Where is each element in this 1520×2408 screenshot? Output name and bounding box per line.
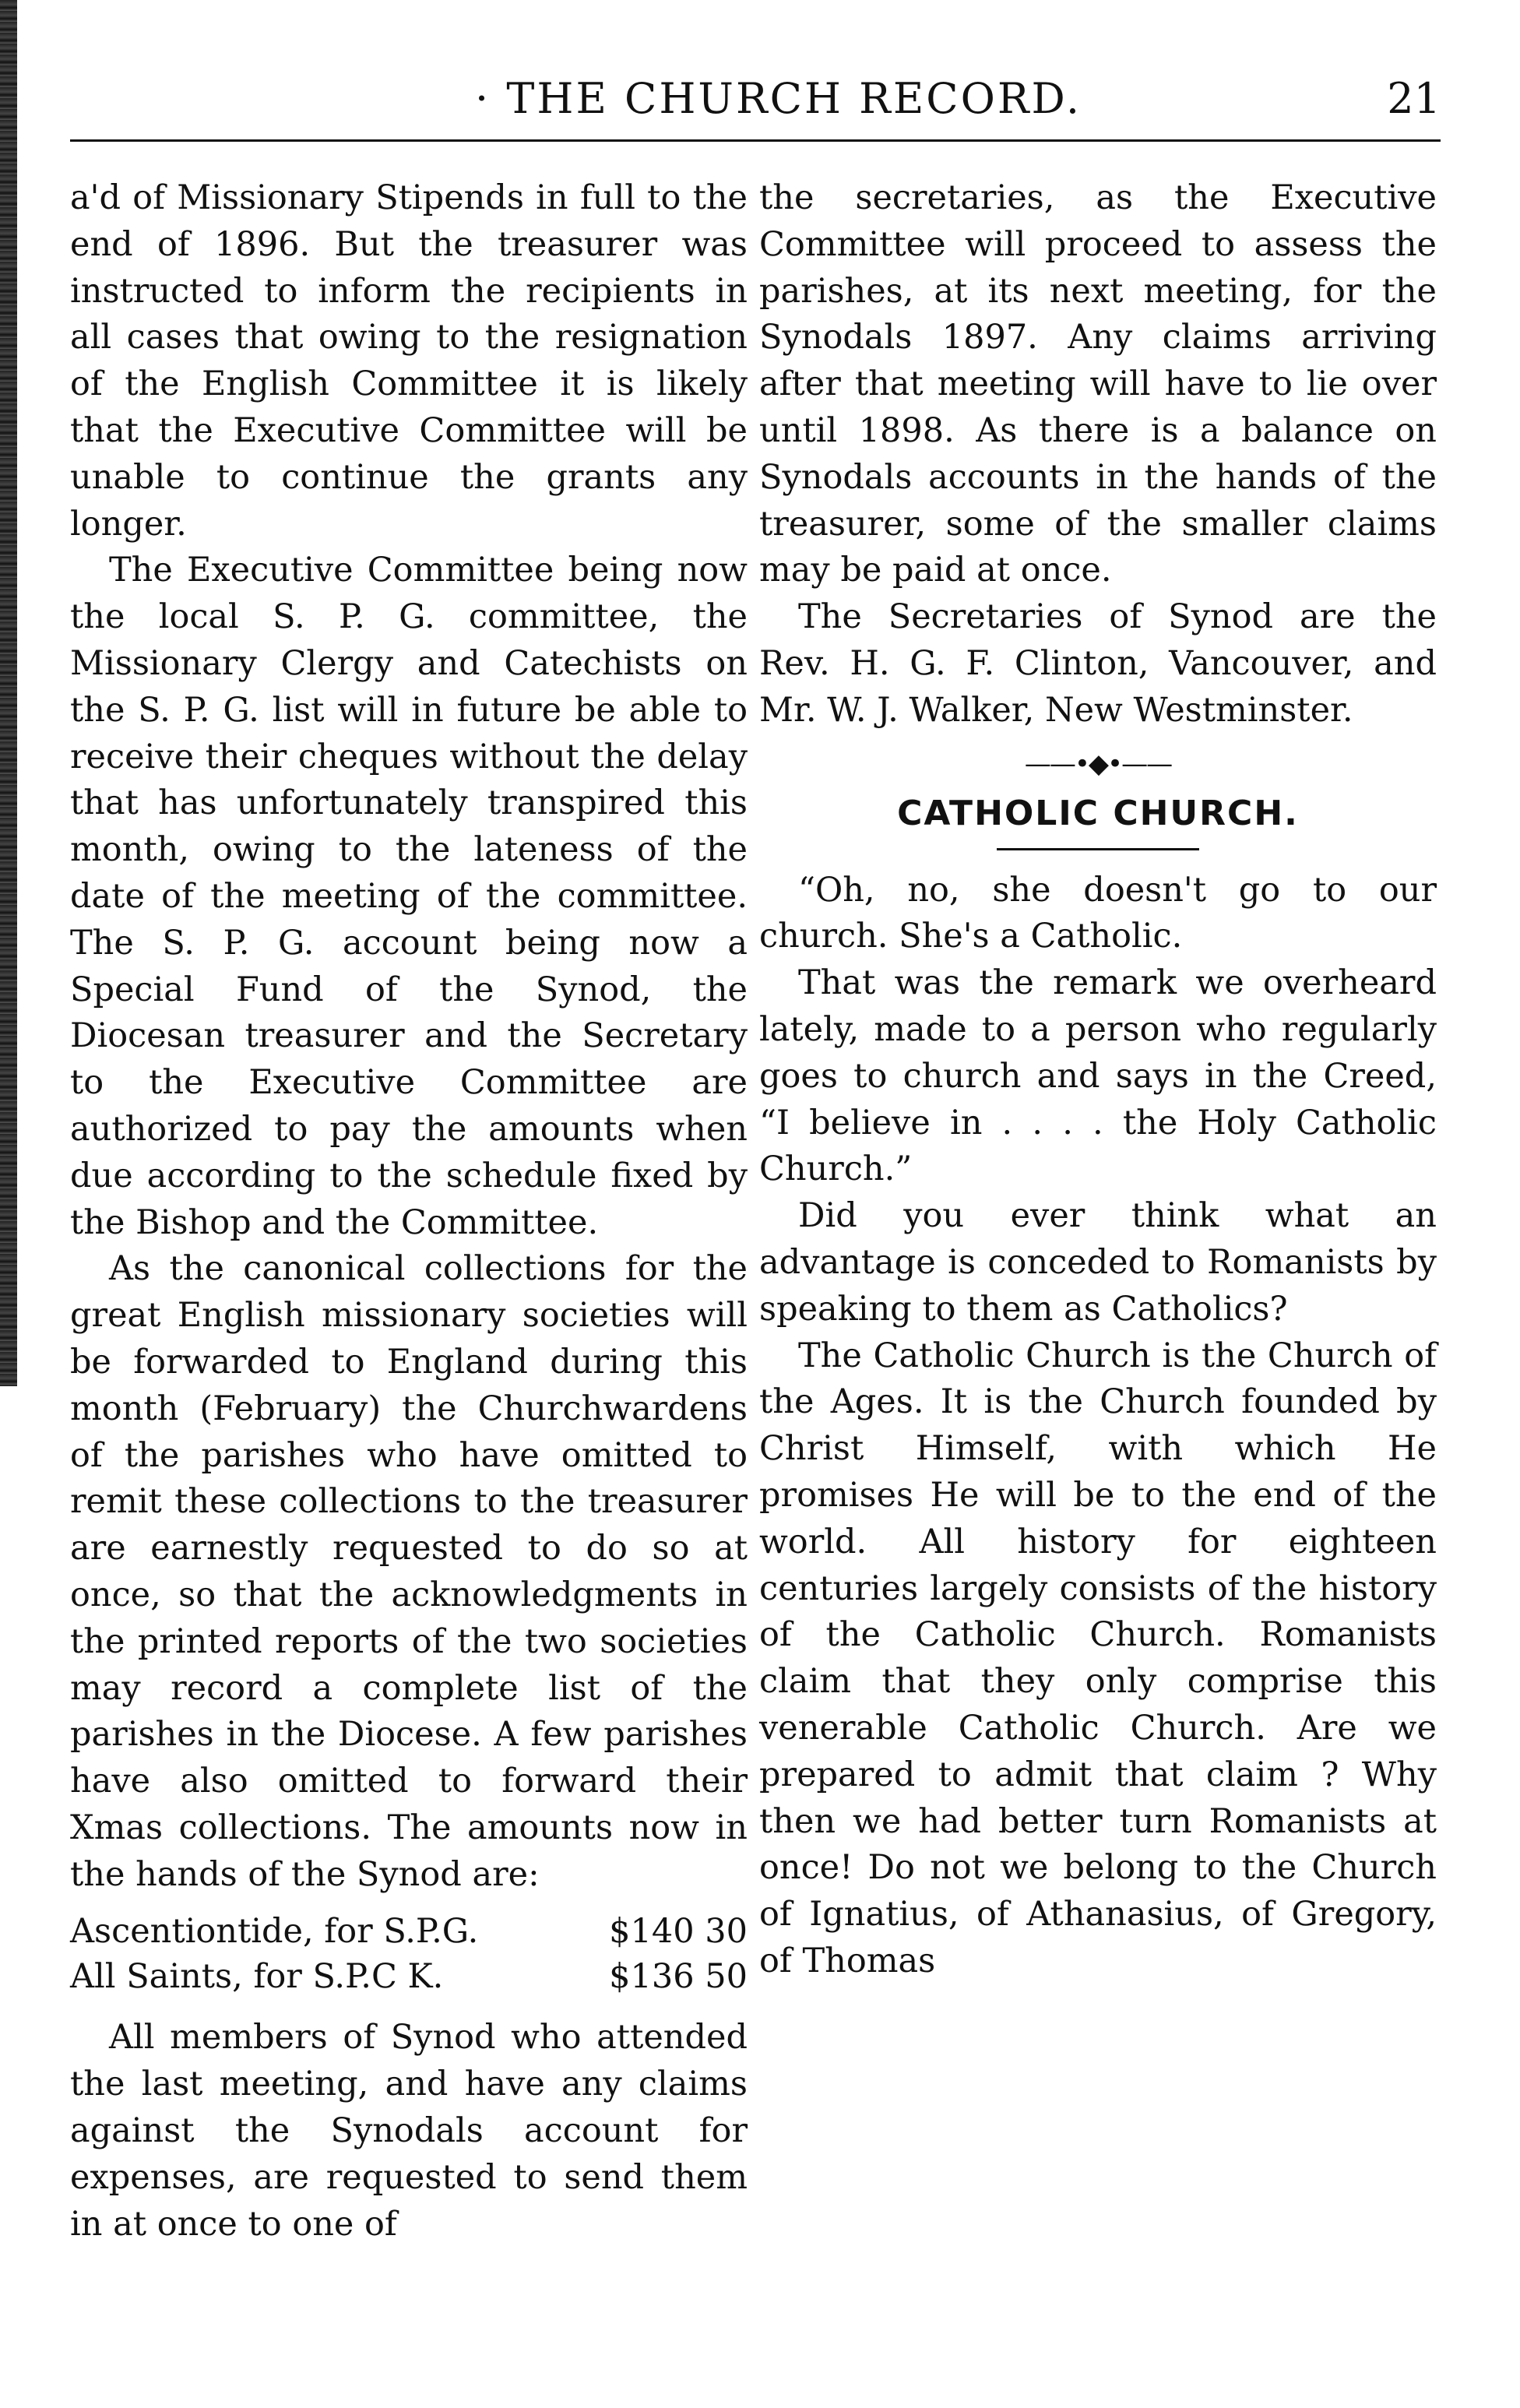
amounts-table [70,1909,748,1999]
amount-value: $136 50 [609,1957,748,1997]
paragraph: Did you ever think what an advantage is conceded to Romanists by speaking to them as Catholics? [759,1196,1437,1329]
page-header [70,74,1441,128]
paragraph: The Executive Committee being now the local S. P. G. committee, the Missionary Clergy and Catechists on the S. P. G. list will in future be able to receive their cheques without the delay that has unfortunately transpired this month, owing to the lateness of the date of the meeting of the committee. The S. P. G. account being now a Special Fund of the Synod, the Diocesan treasurer and the Secretary to the Executive Committee are authorized to pay the amounts when due according to the schedule fixed by the Bishop and the Committee. [70,551,748,1242]
paragraph: the secretaries, as the Executive Committee will proceed to assess the parishes, at its next meeting, for the Synodals 1897. Any claims arriving after that meeting will have to lie over until 1898. As there is a balance on Synodals accounts in the hands of the treasurer, some of the smaller claims may be paid at once. [759,178,1437,590]
header-rule [70,139,1441,142]
section-heading: CATHOLIC CHURCH. [897,793,1299,833]
paragraph: “Oh, no, she doesn't go to our church. She's a Catholic. [759,870,1437,956]
paragraph: The Catholic Church is the Church of the Ages. It is the Church founded by Christ Himself, with which He promises He will be to the end of the world. All history for eighteen centuries largely consists of the history of the Catholic Church. Romanists claim that they only comprise this venerable Catholic Church. Are we prepared to admit that claim ? Why then we had better turn Romanists at once! Do not we belong to the Church of Ignatius, of Athanasius, of Gregory, of Thomas [759,1336,1437,1980]
heading-rule [997,848,1199,850]
paragraph: The Secretaries of Synod are the Rev. H. G. F. Clinton, Vancouver, and Mr. W. J. Walker, New Westminster. [759,597,1437,730]
left-column [70,175,748,2248]
paragraph: That was the remark we overheard lately, made to a person who regularly goes to church and says in the Creed, “I believe in . . . . the Holy Catholic Church.” [759,963,1437,1189]
paragraph: a'd of Missionary Stipends in full to the end of 1896. But the treasurer was instructed to inform the recipients in all cases that owing to the resignation of the English Committee it is likely that the Executive Committee will be unable to continue the grants any longer. [70,178,748,544]
page-number: 21 [1387,74,1441,123]
amount-label: All Saints, for S.P.C K. [70,1957,444,1997]
page-binding-edge [0,0,17,1386]
amount-row [70,1954,748,1999]
paragraph: As the canonical collections for the great English missionary societies will be forwarded to England during this month (February) the Churchwardens of the parishes who have omitted to remit these collections to the treasurer are earnestly requested to do so at once, so that the acknowledgments in the printed reports of the two societies may record a complete list of the parishes in the Diocese. A few parishes have also omitted to forward their Xmas collections. The amounts now in the hands of the Synod are: [70,1249,748,1894]
section-ornament: ——•◆•—— [1024,748,1172,780]
amount-label: Ascentiontide, for S.P.G. [70,1912,479,1952]
amount-value: $140 30 [609,1912,748,1952]
running-title: · THE CHURCH RECORD. [475,74,1082,123]
amount-row [70,1909,748,1954]
paragraph: All members of Synod who attended the last meeting, and have any claims against the Synodals account for expenses, are requested to send them in at once to one of [70,2018,748,2244]
right-column [759,175,1437,1985]
